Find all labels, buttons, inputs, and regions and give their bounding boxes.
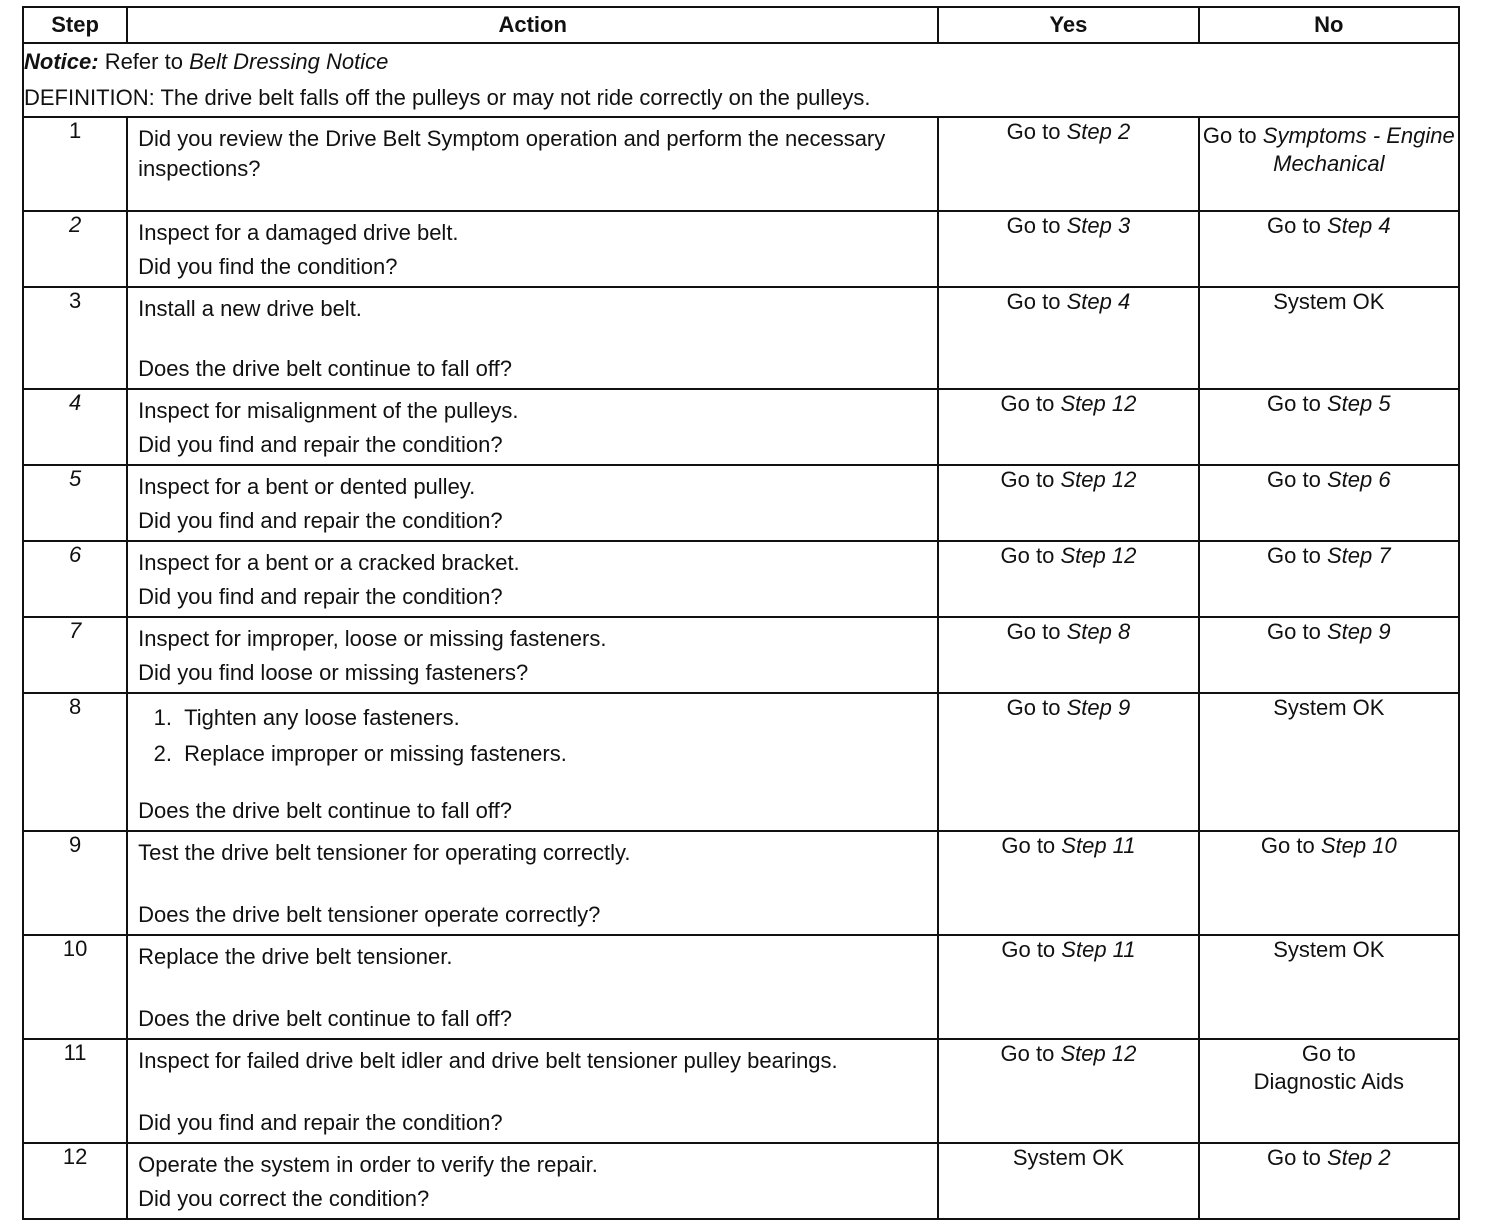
action-question: Did you find and repair the condition? xyxy=(138,432,503,457)
yes-result-step-link[interactable]: Step 11 xyxy=(1061,833,1136,858)
no-result-step-link[interactable]: Step 10 xyxy=(1320,833,1397,858)
yes-result-prefix: Go to xyxy=(1000,1041,1055,1066)
action-text: Inspect for misalignment of the pulleys. xyxy=(138,398,519,423)
no-result xyxy=(1199,465,1459,541)
step-row xyxy=(23,617,1459,693)
no-result xyxy=(1199,287,1459,389)
action-text: Inspect for failed drive belt idler and drive belt tensioner pulley bearings. xyxy=(138,1048,838,1073)
action-text: Did you review the Drive Belt Symptom operation and perform the necessary inspections? xyxy=(138,126,886,181)
yes-result xyxy=(938,117,1198,211)
action-question: Does the drive belt continue to fall off? xyxy=(138,356,512,381)
action-list-item: 1. Tighten any loose fasteners. xyxy=(178,700,927,736)
yes-result-step-link[interactable]: Step 12 xyxy=(1060,467,1137,492)
header-no: No xyxy=(1199,7,1459,43)
step-number: 6 xyxy=(23,541,127,617)
yes-result-step-link[interactable]: Step 8 xyxy=(1066,619,1131,644)
step-number: 1 xyxy=(23,117,127,211)
no-result xyxy=(1199,1039,1459,1143)
action-question: Does the drive belt continue to fall off? xyxy=(138,1006,512,1031)
yes-result-prefix: Go to xyxy=(1006,619,1061,644)
action-cell xyxy=(127,693,938,831)
yes-result-prefix: Go to xyxy=(1000,391,1055,416)
action-instructions xyxy=(138,294,927,324)
action-list xyxy=(138,700,927,772)
no-result-prefix: System OK xyxy=(1273,289,1385,314)
action-cell xyxy=(127,541,938,617)
yes-result xyxy=(938,935,1198,1039)
yes-result-prefix: System OK xyxy=(1012,1145,1125,1170)
action-cell xyxy=(127,831,938,935)
yes-result xyxy=(938,617,1198,693)
step-number: 10 xyxy=(23,935,127,1039)
yes-result xyxy=(938,693,1198,831)
step-number: 9 xyxy=(23,831,127,935)
action-text: Install a new drive belt. xyxy=(138,296,362,321)
action-cell xyxy=(127,1143,938,1219)
no-result-step-link[interactable]: Step 7 xyxy=(1326,543,1391,568)
no-result xyxy=(1199,831,1459,935)
yes-result-step-link[interactable]: Step 3 xyxy=(1066,213,1131,238)
action-content xyxy=(128,212,937,286)
action-cell xyxy=(127,1039,938,1143)
yes-result-prefix: Go to xyxy=(1000,467,1055,492)
action-content xyxy=(128,936,937,1038)
action-question: Did you find and repair the condition? xyxy=(138,584,503,609)
no-result-prefix: System OK xyxy=(1273,695,1385,720)
action-content xyxy=(128,1040,937,1142)
notice-line xyxy=(24,44,1458,80)
notice-cell xyxy=(23,43,1459,117)
no-result-prefix: Go to xyxy=(1267,467,1321,492)
step-row xyxy=(23,1143,1459,1219)
action-instructions xyxy=(138,472,927,502)
action-instructions xyxy=(138,838,927,868)
step-row xyxy=(23,287,1459,389)
yes-result-step-link[interactable]: Step 11 xyxy=(1061,937,1136,962)
no-result-prefix: Go to xyxy=(1260,833,1315,858)
step-row xyxy=(23,117,1459,211)
yes-result-prefix: Go to xyxy=(1006,213,1061,238)
no-result-prefix: Go to xyxy=(1267,213,1321,238)
header-step: Step xyxy=(23,7,127,43)
definition-text: DEFINITION: The drive belt falls off the pulleys or may not ride correctly on the pulleys. xyxy=(24,85,871,110)
yes-result xyxy=(938,1039,1198,1143)
yes-result-step-link[interactable]: Step 4 xyxy=(1066,289,1131,314)
action-question: Did you correct the condition? xyxy=(138,1186,430,1211)
yes-result-prefix: Go to xyxy=(1001,833,1056,858)
no-result-step-link[interactable]: Step 2 xyxy=(1326,1145,1391,1170)
action-cell xyxy=(127,935,938,1039)
step-row xyxy=(23,693,1459,831)
action-text: Inspect for improper, loose or missing fasteners. xyxy=(138,626,607,651)
action-content xyxy=(128,390,937,464)
action-question: Did you find and repair the condition? xyxy=(138,508,503,533)
action-content xyxy=(128,1144,937,1218)
action-list-item: 2. Replace improper or missing fasteners. xyxy=(178,736,927,772)
action-text: Replace the drive belt tensioner. xyxy=(138,944,453,969)
no-result-prefix: Go to xyxy=(1202,123,1257,148)
yes-result-step-link[interactable]: Step 12 xyxy=(1060,1041,1137,1066)
header-row xyxy=(23,7,1459,43)
header-action: Action xyxy=(127,7,938,43)
action-text: Inspect for a damaged drive belt. xyxy=(138,220,459,245)
diagnostic-table xyxy=(22,6,1460,1220)
yes-result-prefix: Go to xyxy=(1001,937,1056,962)
step-number: 8 xyxy=(23,693,127,831)
step-row xyxy=(23,389,1459,465)
no-result xyxy=(1199,389,1459,465)
step-row xyxy=(23,831,1459,935)
action-cell xyxy=(127,287,938,389)
action-cell xyxy=(127,211,938,287)
yes-result-prefix: Go to xyxy=(1006,695,1061,720)
no-result-step-link[interactable]: Diagnostic Aids xyxy=(1253,1069,1405,1094)
header-yes: Yes xyxy=(938,7,1198,43)
yes-result xyxy=(938,287,1198,389)
yes-result-step-link[interactable]: Step 9 xyxy=(1066,695,1131,720)
no-result xyxy=(1199,117,1459,211)
action-text: Inspect for a bent or dented pulley. xyxy=(138,474,476,499)
yes-result xyxy=(938,1143,1198,1219)
no-result-step-link[interactable]: Step 4 xyxy=(1326,213,1391,238)
action-question: Did you find loose or missing fasteners? xyxy=(138,660,529,685)
action-instructions xyxy=(138,548,927,578)
no-result xyxy=(1199,211,1459,287)
action-question: Does the drive belt continue to fall off? xyxy=(138,798,512,823)
yes-result-prefix: Go to xyxy=(1000,543,1055,568)
step-number: 12 xyxy=(23,1143,127,1219)
no-result xyxy=(1199,617,1459,693)
action-instructions xyxy=(138,624,927,654)
yes-result-prefix: Go to xyxy=(1006,289,1061,314)
no-result-prefix: Go to xyxy=(1267,1145,1321,1170)
yes-result xyxy=(938,211,1198,287)
action-content xyxy=(128,694,937,830)
no-result xyxy=(1199,935,1459,1039)
action-instructions xyxy=(138,1150,927,1180)
step-number: 2 xyxy=(23,211,127,287)
no-result-step-link[interactable]: Step 9 xyxy=(1326,619,1391,644)
step-number: 3 xyxy=(23,287,127,389)
notice-label: Notice: xyxy=(24,49,99,74)
action-content xyxy=(128,288,937,388)
action-cell xyxy=(127,117,938,211)
action-text: Inspect for a bent or a cracked bracket. xyxy=(138,550,520,575)
notice-row xyxy=(23,43,1459,117)
step-number: 4 xyxy=(23,389,127,465)
notice-prefix: Refer to xyxy=(104,49,183,74)
action-instructions xyxy=(138,124,927,184)
action-instructions xyxy=(138,218,927,248)
action-content xyxy=(128,118,937,210)
action-instructions xyxy=(138,942,927,972)
step-number: 11 xyxy=(23,1039,127,1143)
yes-result xyxy=(938,831,1198,935)
action-question: Did you find and repair the condition? xyxy=(138,1110,503,1135)
action-content xyxy=(128,542,937,616)
step-number: 7 xyxy=(23,617,127,693)
no-result-prefix: Go to xyxy=(1267,543,1321,568)
step-row xyxy=(23,935,1459,1039)
no-result xyxy=(1199,693,1459,831)
notice-reference-link[interactable]: Belt Dressing Notice xyxy=(189,49,389,74)
action-instructions xyxy=(138,396,927,426)
step-number: 5 xyxy=(23,465,127,541)
no-result xyxy=(1199,1143,1459,1219)
action-cell xyxy=(127,465,938,541)
yes-result-prefix: Go to xyxy=(1006,119,1061,144)
action-content xyxy=(128,466,937,540)
step-row xyxy=(23,1039,1459,1143)
action-instructions xyxy=(138,700,927,772)
action-cell xyxy=(127,389,938,465)
no-result-step-link[interactable]: Step 6 xyxy=(1326,467,1391,492)
action-content xyxy=(128,832,937,934)
no-result-prefix: Go to xyxy=(1267,619,1321,644)
action-instructions xyxy=(138,1046,927,1076)
yes-result-step-link[interactable]: Step 12 xyxy=(1060,543,1137,568)
step-row xyxy=(23,211,1459,287)
action-question: Does the drive belt tensioner operate correctly? xyxy=(138,902,601,927)
no-result-prefix: System OK xyxy=(1273,937,1385,962)
step-row xyxy=(23,541,1459,617)
yes-result xyxy=(938,465,1198,541)
diagnostic-page xyxy=(22,6,1460,1220)
no-result-prefix: Go to xyxy=(1301,1041,1356,1066)
action-content xyxy=(128,618,937,692)
action-text: Operate the system in order to verify the repair. xyxy=(138,1152,598,1177)
yes-result-step-link[interactable]: Step 2 xyxy=(1066,119,1131,144)
no-result-step-link[interactable]: Symptoms - Engine Mechanical xyxy=(1262,123,1455,176)
action-cell xyxy=(127,617,938,693)
action-question: Did you find the condition? xyxy=(138,254,398,279)
step-row xyxy=(23,465,1459,541)
no-result xyxy=(1199,541,1459,617)
yes-result-step-link[interactable]: Step 12 xyxy=(1060,391,1137,416)
action-text: Test the drive belt tensioner for operating correctly. xyxy=(138,840,631,865)
no-result-step-link[interactable]: Step 5 xyxy=(1326,391,1391,416)
steps-body xyxy=(23,117,1459,1219)
yes-result xyxy=(938,389,1198,465)
no-result-prefix: Go to xyxy=(1267,391,1321,416)
yes-result xyxy=(938,541,1198,617)
